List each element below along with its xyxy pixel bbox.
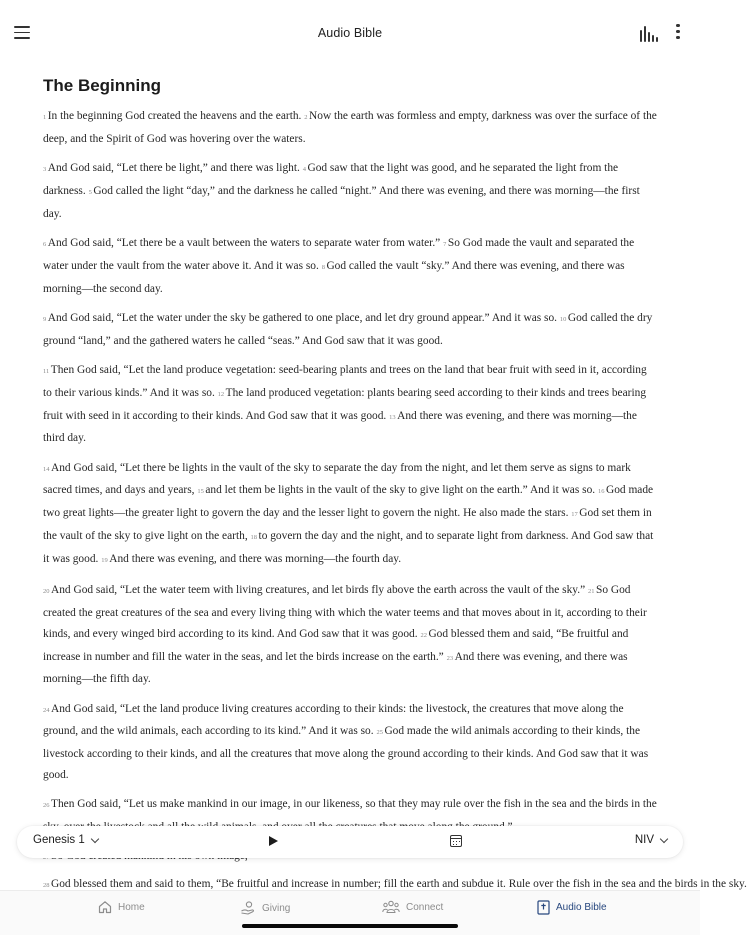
version-label: NIV [634,834,654,846]
verse-number: 24 [43,706,50,714]
verse-number: 23 [446,654,454,662]
people-icon [382,900,400,914]
verse-list [43,106,657,869]
page-title: Audio Bible [317,26,383,40]
play-icon[interactable] [269,836,278,846]
verse-number: 10 [559,315,567,323]
verse-number: 1 [43,114,47,121]
tab-audio-bible[interactable] [537,900,607,915]
audio-player-bar [17,826,683,858]
verse-text: And God said, “Let there be light,” and there was light. [47,162,300,175]
tab-label: Giving [262,902,291,914]
verse-number: 20 [43,588,50,596]
verse-text: God called the dry ground “land,” and the gathered waters he called “seas.” And God saw that it was good. [43,311,653,347]
chapter-content [43,72,657,878]
verse-text: God blessed them and said, “Be fruitful and increase in number and fill the water in the seas, and let the birds increase on the earth.” [43,627,629,663]
tab-label: Connect [406,901,444,913]
verse-text: In the beginning God created the heavens and the earth. [47,110,302,122]
chapter-heading: The Beginning [43,76,162,95]
verse-number: 28 [43,882,50,889]
verse-number: 5 [88,188,92,196]
tab-home[interactable] [98,900,145,914]
verse-number: 7 [443,240,447,248]
verse-number: 2 [304,114,308,121]
verse-text: to govern the day and the night, and to separate light from darkness. And God saw that it was good. [43,530,654,565]
giving-icon [240,900,256,916]
verse-number: 15 [197,488,204,496]
verse-text: And God said, “Let there be lights in the vault of the sky to separate the day from the night, and let them serve as signs to mark sacred times, and days and years, [43,461,631,497]
chapter-reference: Genesis 1 [33,834,85,846]
hamburger-icon[interactable] [14,26,30,40]
home-indicator [242,924,458,928]
verse-paragraph [43,580,657,690]
home-icon [98,900,112,914]
verse-number: 26 [43,802,50,810]
bible-icon [537,900,550,915]
verse-text: And there was evening, and there was morning—the fourth day. [109,552,402,565]
verse-text: Now the earth was formless and empty, darkness was over the surface of the deep, and the Spirit of God was hovering over the waters. [43,110,657,145]
verse-number: 19 [101,556,108,564]
verse-number: 18 [250,534,258,542]
verse-text: Then God said, “Let the land produce vegetation: seed-bearing plants and trees on the land that bear fruit with seed in it, according to their various kinds.” And it was so. [43,363,647,399]
verse-paragraph [43,699,657,786]
verse-text: God called the vault “sky.” And there was evening, and there was morning—the second day. [43,259,625,295]
verse-paragraph [43,106,657,150]
verse-number: 6 [43,240,47,248]
verse-number: 4 [302,166,306,174]
verse-number: 22 [420,631,427,639]
verse-text: And there was evening, and there was morning—the third day. [43,409,637,445]
verse-text: So God created the great creatures of the sea and every living thing with which the water teems and that moves about in it, according to their kinds, and every winged bird according to its kind. And God saw that it was good. [43,584,647,640]
verse-number: 25 [376,729,383,737]
verse-text: God made two great lights—the greater light to govern the day and the lesser light to govern the night. He also made the stars. [43,484,654,520]
top-app-bar [0,0,700,66]
verse-number: 17 [571,511,578,519]
tab-label: Home [118,901,145,913]
verse-text: And God said, “Let there be a vault between the waters to separate water from water.” [47,236,441,249]
verse-number: 14 [43,465,50,473]
tab-connect[interactable] [382,900,443,914]
equalizer-icon[interactable] [640,26,658,42]
more-vertical-icon[interactable] [674,24,682,44]
verse-paragraph [43,360,657,449]
verse-text: God blessed them and said to them, “Be fruitful and increase in number; fill the earth and subdue it. Rule over the fish in the sea and the birds in the sky. [51,878,747,890]
chevron-down-icon [660,834,668,842]
chevron-down-icon [91,834,99,842]
calendar-icon[interactable] [450,835,462,847]
verse-number: 13 [389,413,396,421]
version-selector[interactable] [635,834,667,846]
verse-text: and let them be lights in the vault of the sky to give light on the earth.” And it was so. [205,484,596,497]
verse-text: The land produced vegetation: plants bearing seed according to their kinds and trees bearing fruit with seed in it according to their kinds. And God saw that it was good. [43,386,647,422]
verse-paragraph [43,458,657,572]
verse-text: God set them in the vault of the sky to give light on the earth, [43,507,652,543]
verse-text: And there was evening, and there was morning—the fifth day. [43,650,628,686]
verse-text: God made the wild animals according to their kinds, the livestock according to their kinds, and all the creatures that move along the ground according to their kinds. And God saw that it was good. [43,725,649,782]
verse-paragraph [43,308,657,352]
verse-number: 16 [597,488,605,496]
verse-number: 3 [43,166,47,174]
tab-label: Audio Bible [556,902,607,913]
bottom-tab-bar [0,890,700,935]
verse-text: God called the light “day,” and the darkness he called “night.” And there was evening, and there was morning—the first day. [43,184,640,220]
verse-number: 21 [588,588,595,596]
tab-giving[interactable] [240,900,290,916]
verse-text: And God said, “Let the water teem with living creatures, and let birds fly above the earth across the vault of the sky.” [51,584,586,597]
verse-number: 12 [217,390,225,398]
verse-text: God saw that the light was good, and he separated the light from the darkness. [43,162,619,197]
verse-number: 9 [43,315,47,323]
verse-paragraph [43,158,657,224]
verse-number: 8 [321,263,325,271]
verse-number: 11 [43,367,50,375]
verse-text: And God said, “Let the land produce living creatures according to their kinds: the livestock, the creatures that move along the ground, and the wild animals, each according to its kind.” And it was so. [43,702,624,738]
verse-paragraph [43,233,657,299]
verse-text: And God said, “Let the water under the sky be gathered to one place, and let dry ground appear.” And it was so. [47,311,558,324]
verse-text: So God made the vault and separated the water under the vault from the water above it. And it was so. [43,236,635,272]
verse-text: Then God said, “Let us make mankind in our image, in our likeness, so that they may rule over the fish in the sea and the birds in the [51,798,657,811]
chapter-selector[interactable] [33,834,98,846]
